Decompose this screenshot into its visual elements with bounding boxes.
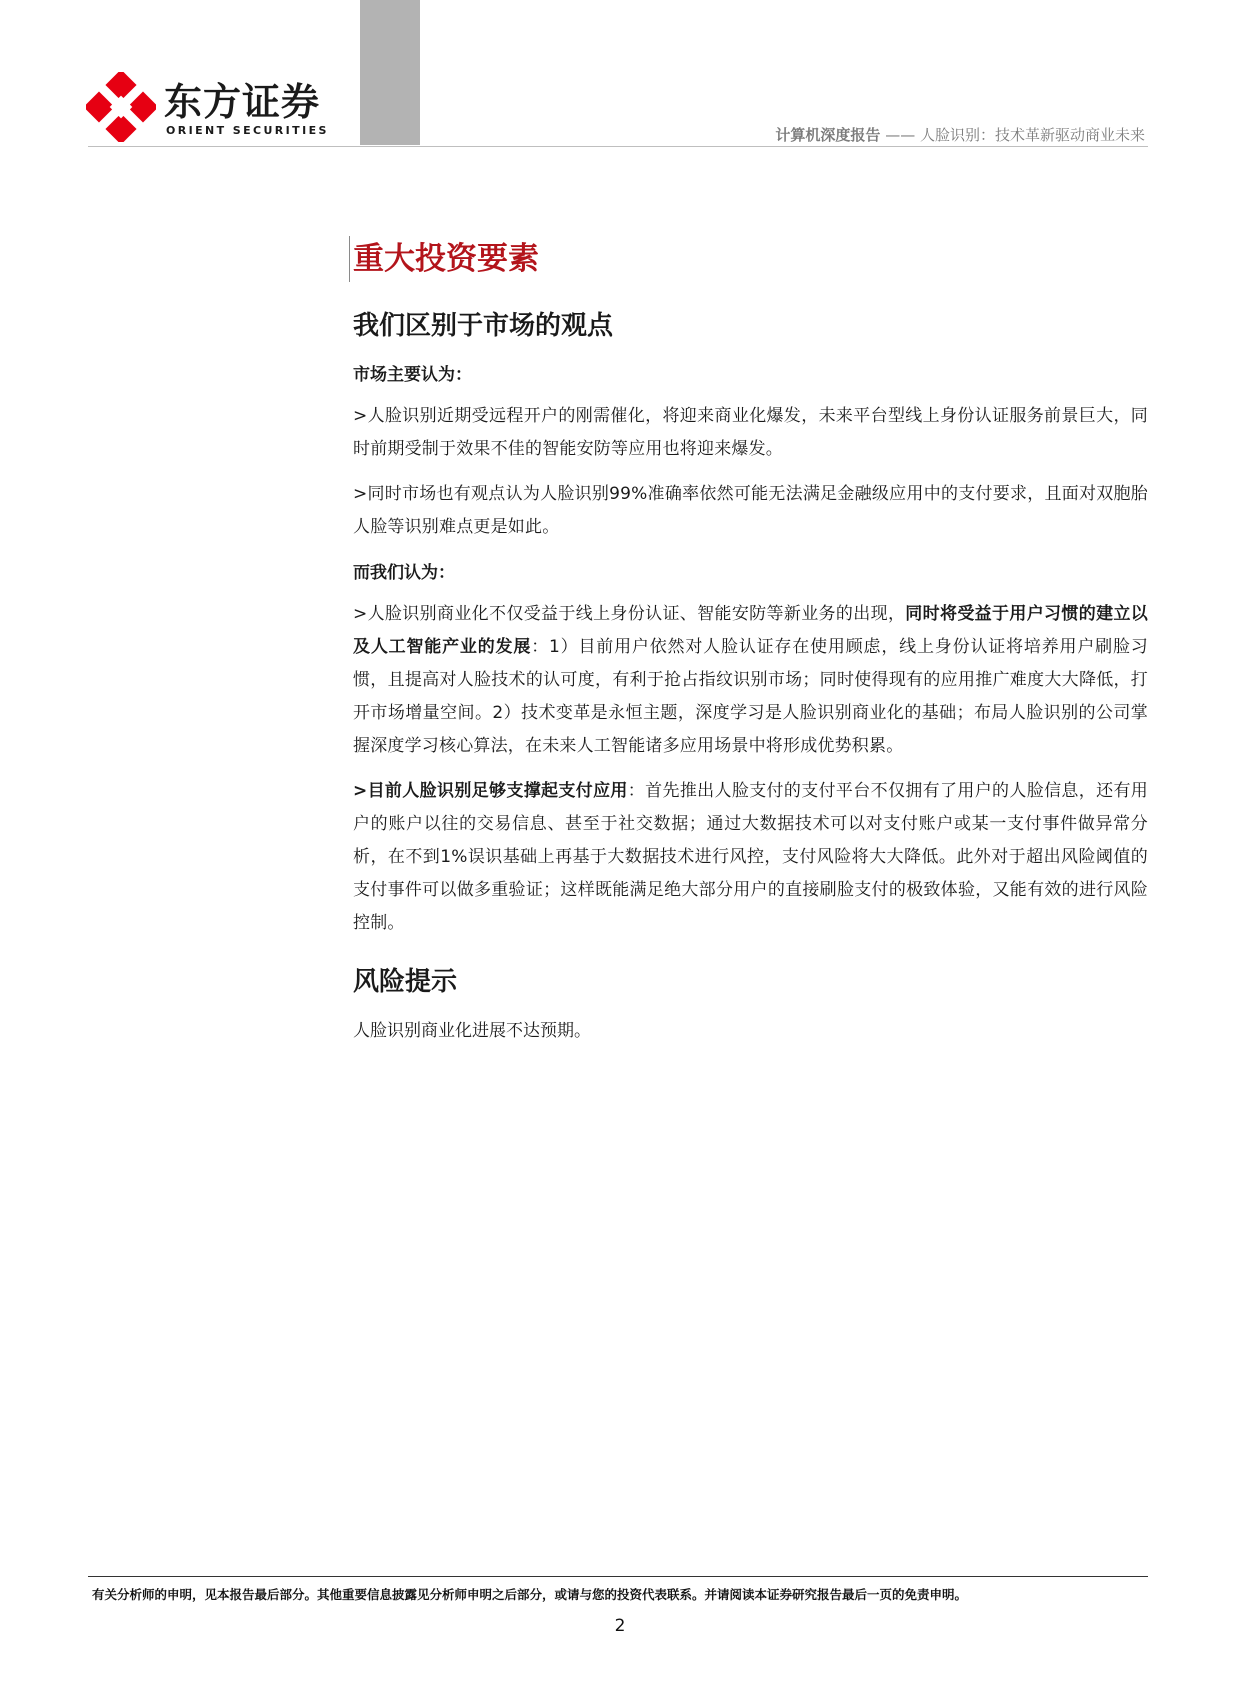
market-label: 市场主要认为：	[353, 365, 472, 385]
our-point-2	[353, 775, 1148, 940]
page-number: 2	[614, 1616, 626, 1636]
section-title: 重大投资要素	[349, 236, 1148, 282]
report-header-title	[775, 124, 1145, 145]
our-view-label: 而我们认为：	[353, 563, 455, 583]
risk-text: 人脸识别商业化进展不达预期。	[353, 1021, 591, 1041]
sub-title: 我们区别于市场的观点	[353, 311, 614, 341]
footer-divider	[88, 1576, 1148, 1577]
market-point-2: >同时市场也有观点认为人脸识别99%准确率依然可能无法满足金融级应用中的支付要求，且面对双胞胎人脸等识别难点更是如此。	[353, 484, 1148, 537]
report-title: 人脸识别：技术革新驱动商业未来	[919, 126, 1145, 144]
our-point-1-highlight: 同时将受益于用户习惯的建立以及人工智能产业的发展	[353, 604, 1148, 657]
our-point-1-body: ：1）目前用户依然对人脸认证存在使用顾虑，线上身份认证将培养用户刷脸习惯，且提高对人脸技术的认可度，有利于抢占指纹识别市场；同时使得现有的应用推广难度大大降低，打开市场增量空间。2）技术变革是永恒主题，深度学习是人脸识别商业化的基础；布局人脸识别的公司掌握深度学习核心算法，在未来人工智能诸多应用场景中将形成优势积累。	[353, 637, 1148, 756]
footer-disclaimer: 有关分析师的申明，见本报告最后部分。其他重要信息披露见分析师申明之后部分，或请与您的投资代表联系。并请阅读本证券研究报告最后一页的免责申明。	[92, 1587, 968, 1602]
company-logo	[86, 72, 342, 142]
logo-english-name: ORIENT SECURITIES	[166, 124, 329, 137]
our-point-2-body: ：首先推出人脸支付的支付平台不仅拥有了用户的人脸信息，还有用户的账户以往的交易信息、甚至于社交数据；通过大数据技术可以对支付账户或某一支付事件做异常分析，在不到1%误识基础上再基于大数据技术进行风控，支付风险将大大降低。此外对于超出风险阈值的支付事件可以做多重验证；这样既能满足绝大部分用户的直接刷脸支付的极致体验，又能有效的进行风险控制。	[353, 781, 1148, 933]
market-point-1: >人脸识别近期受远程开户的刚需催化，将迎来商业化爆发，未来平台型线上身份认证服务前景巨大，同时前期受制于效果不佳的智能安防等应用也将迎来爆发。	[353, 406, 1148, 459]
report-type: 计算机深度报告	[775, 126, 881, 144]
our-point-2-highlight: >目前人脸识别足够支撑起支付应用	[353, 781, 628, 801]
orient-logo-icon	[86, 72, 156, 142]
our-point-1	[353, 598, 1148, 763]
header-gray-bar	[360, 0, 420, 145]
main-content	[353, 236, 1148, 1046]
header-separator: ——	[880, 126, 920, 144]
header-divider	[88, 146, 1148, 147]
logo-chinese-name: 东方证券	[164, 80, 321, 124]
our-point-1-intro: >人脸识别商业化不仅受益于线上身份认证、智能安防等新业务的出现，	[353, 604, 906, 624]
risk-title: 风险提示	[353, 967, 458, 997]
